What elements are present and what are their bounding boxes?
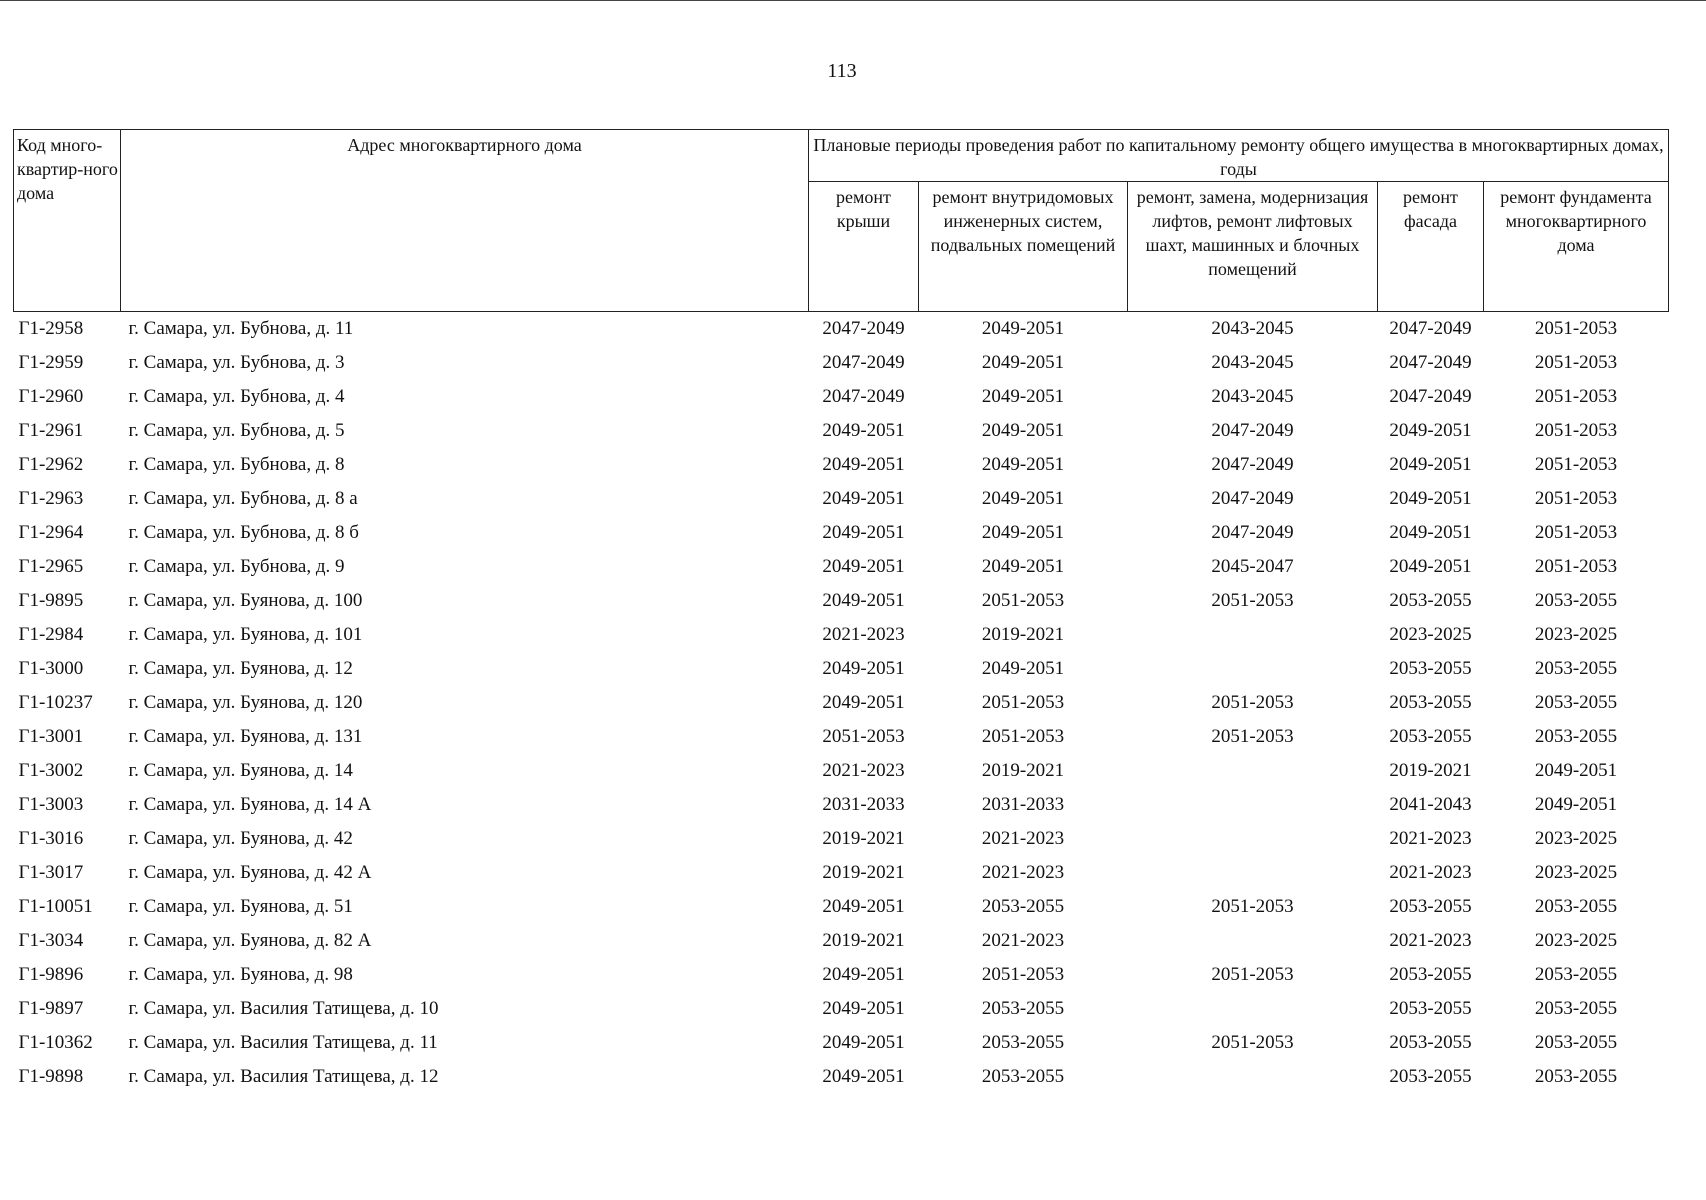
cell-engineering: 2021-2023: [981, 862, 1065, 883]
cell-roof: 2049-2051: [822, 454, 905, 475]
cell-foundation: 2053-2055: [1534, 692, 1618, 713]
cell-elevators: 2051-2053: [1211, 692, 1294, 713]
cell-facade: 2053-2055: [1389, 692, 1472, 713]
header-planned-periods: Плановые периоды проведения работ по капитальному ремонту общего имущества в многоквартирных домах, годы: [809, 130, 1669, 182]
cell-elevators: 2047-2049: [1211, 488, 1294, 509]
cell-foundation: 2051-2053: [1534, 420, 1618, 441]
cell-foundation: 2051-2053: [1534, 318, 1618, 339]
cell-foundation: 2051-2053: [1534, 454, 1618, 475]
cell-roof: 2049-2051: [822, 998, 905, 1019]
cell-address: г. Самара, ул. Буянова, д. 14 А: [128, 794, 372, 815]
cell-engineering: 2049-2051: [981, 386, 1065, 407]
cell-facade: 2019-2021: [1389, 760, 1472, 781]
cell-elevators: 2047-2049: [1211, 454, 1294, 475]
cell-engineering: 2051-2053: [981, 964, 1065, 985]
cell-roof: 2047-2049: [822, 352, 905, 373]
cell-roof: 2049-2051: [822, 556, 905, 577]
cell-engineering: 2049-2051: [981, 522, 1065, 543]
cell-facade: 2021-2023: [1389, 930, 1472, 951]
cell-foundation: 2053-2055: [1534, 658, 1618, 679]
cell-address: г. Самара, ул. Бубнова, д. 9: [128, 556, 345, 577]
cell-engineering: 2053-2055: [981, 1032, 1065, 1053]
table-row: [14, 754, 1669, 788]
cell-facade: 2053-2055: [1389, 998, 1472, 1019]
cell-code: Г1-9895: [18, 590, 84, 611]
cell-engineering: 2051-2053: [981, 692, 1065, 713]
cell-facade: 2053-2055: [1389, 1032, 1472, 1053]
cell-engineering: 2049-2051: [981, 454, 1065, 475]
cell-address: г. Самара, ул. Буянова, д. 12: [128, 658, 353, 679]
cell-engineering: 2051-2053: [981, 726, 1065, 747]
cell-address: г. Самара, ул. Бубнова, д. 8 б: [128, 522, 359, 543]
cell-code: Г1-10362: [18, 1032, 93, 1053]
cell-facade: 2047-2049: [1389, 352, 1472, 373]
cell-roof: 2049-2051: [822, 420, 905, 441]
cell-elevators: 2043-2045: [1211, 386, 1294, 407]
cell-facade: 2021-2023: [1389, 862, 1472, 883]
table-row: [14, 584, 1669, 618]
cell-engineering: 2051-2053: [981, 590, 1065, 611]
cell-elevators: [1128, 992, 1378, 1026]
cell-engineering: 2021-2023: [981, 828, 1065, 849]
cell-address: г. Самара, ул. Василия Татищева, д. 11: [128, 1032, 438, 1053]
table-row: [14, 1026, 1669, 1060]
cell-engineering: 2021-2023: [981, 930, 1065, 951]
cell-foundation: 2051-2053: [1534, 522, 1618, 543]
cell-roof: 2049-2051: [822, 1032, 905, 1053]
header-roof: ремонт крыши: [809, 182, 919, 312]
cell-address: г. Самара, ул. Буянова, д. 42: [128, 828, 353, 849]
table-row: [14, 958, 1669, 992]
cell-roof: 2049-2051: [822, 896, 905, 917]
cell-address: г. Самара, ул. Буянова, д. 120: [128, 692, 363, 713]
cell-address: г. Самара, ул. Буянова, д. 98: [128, 964, 353, 985]
cell-code: Г1-9897: [18, 998, 84, 1019]
cell-foundation: 2053-2055: [1534, 998, 1618, 1019]
cell-elevators: 2047-2049: [1211, 420, 1294, 441]
table-row: [14, 448, 1669, 482]
cell-roof: 2019-2021: [822, 828, 905, 849]
table-row: [14, 312, 1669, 347]
cell-foundation: 2023-2025: [1534, 862, 1618, 883]
cell-address: г. Самара, ул. Бубнова, д. 8: [128, 454, 345, 475]
header-code: Код много-квартир-ного дома: [14, 130, 121, 312]
cell-elevators: [1128, 856, 1378, 890]
table-header: [14, 130, 1669, 312]
table-row: [14, 414, 1669, 448]
table-row: [14, 618, 1669, 652]
cell-engineering: 2019-2021: [981, 624, 1065, 645]
cell-code: Г1-3034: [18, 930, 84, 951]
cell-foundation: 2049-2051: [1534, 760, 1618, 781]
cell-elevators: 2051-2053: [1211, 1032, 1294, 1053]
table-row: [14, 1060, 1669, 1094]
cell-foundation: 2051-2053: [1534, 488, 1618, 509]
table-row: [14, 482, 1669, 516]
cell-elevators: [1128, 1060, 1378, 1094]
cell-facade: 2053-2055: [1389, 964, 1472, 985]
table-row: [14, 346, 1669, 380]
cell-roof: 2049-2051: [822, 692, 905, 713]
table-row: [14, 516, 1669, 550]
cell-roof: 2019-2021: [822, 930, 905, 951]
table-body: [14, 312, 1669, 1095]
cell-elevators: 2051-2053: [1211, 726, 1294, 747]
cell-facade: 2053-2055: [1389, 590, 1472, 611]
table-row: [14, 890, 1669, 924]
cell-facade: 2047-2049: [1389, 386, 1472, 407]
cell-engineering: 2049-2051: [981, 488, 1065, 509]
cell-facade: 2053-2055: [1389, 1066, 1472, 1087]
cell-code: Г1-2963: [18, 488, 84, 509]
cell-code: Г1-9896: [18, 964, 84, 985]
cell-address: г. Самара, ул. Бубнова, д. 3: [128, 352, 345, 373]
cell-engineering: 2049-2051: [981, 352, 1065, 373]
cell-facade: 2053-2055: [1389, 726, 1472, 747]
cell-foundation: 2053-2055: [1534, 1066, 1618, 1087]
cell-address: г. Самара, ул. Буянова, д. 14: [128, 760, 353, 781]
cell-address: г. Самара, ул. Бубнова, д. 11: [128, 318, 354, 339]
cell-code: Г1-3001: [18, 726, 84, 747]
header-foundation: ремонт фундамента многоквартирного дома: [1484, 182, 1669, 312]
cell-roof: 2049-2051: [822, 488, 905, 509]
cell-code: Г1-2964: [18, 522, 84, 543]
cell-address: г. Самара, ул. Буянова, д. 82 А: [128, 930, 372, 951]
page-number: 113: [827, 60, 857, 82]
cell-code: Г1-2962: [18, 454, 84, 475]
cell-roof: 2047-2049: [822, 318, 905, 339]
cell-address: г. Самара, ул. Бубнова, д. 5: [128, 420, 345, 441]
cell-facade: 2047-2049: [1389, 318, 1472, 339]
table-row: [14, 652, 1669, 686]
table-row: [14, 822, 1669, 856]
cell-elevators: [1128, 652, 1378, 686]
cell-code: Г1-10237: [18, 692, 93, 713]
cell-engineering: 2049-2051: [981, 556, 1065, 577]
cell-foundation: 2053-2055: [1534, 1032, 1618, 1053]
cell-code: Г1-2965: [18, 556, 84, 577]
cell-elevators: 2043-2045: [1211, 318, 1294, 339]
cell-foundation: 2049-2051: [1534, 794, 1618, 815]
cell-elevators: [1128, 618, 1378, 652]
cell-elevators: [1128, 754, 1378, 788]
table-row: [14, 380, 1669, 414]
cell-facade: 2021-2023: [1389, 828, 1472, 849]
cell-facade: 2053-2055: [1389, 896, 1472, 917]
cell-elevators: 2047-2049: [1211, 522, 1294, 543]
cell-code: Г1-2960: [18, 386, 84, 407]
cell-address: г. Самара, ул. Буянова, д. 100: [128, 590, 363, 611]
cell-engineering: 2031-2033: [981, 794, 1065, 815]
cell-code: Г1-2959: [18, 352, 84, 373]
cell-facade: 2049-2051: [1389, 420, 1472, 441]
cell-engineering: 2049-2051: [981, 420, 1065, 441]
cell-foundation: 2051-2053: [1534, 352, 1618, 373]
header-facade: ремонт фасада: [1378, 182, 1484, 312]
cell-elevators: [1128, 822, 1378, 856]
cell-facade: 2023-2025: [1389, 624, 1472, 645]
cell-foundation: 2051-2053: [1534, 386, 1618, 407]
cell-code: Г1-3000: [18, 658, 84, 679]
top-rule: [0, 0, 1706, 1]
cell-roof: 2051-2053: [822, 726, 905, 747]
cell-engineering: 2053-2055: [981, 896, 1065, 917]
header-engineering: ремонт внутридомовых инженерных систем, подвальных помещений: [919, 182, 1128, 312]
cell-address: г. Самара, ул. Бубнова, д. 8 а: [128, 488, 358, 509]
cell-address: г. Самара, ул. Буянова, д. 51: [128, 896, 353, 917]
cell-facade: 2049-2051: [1389, 556, 1472, 577]
cell-code: Г1-3002: [18, 760, 84, 781]
cell-code: Г1-2984: [18, 624, 84, 645]
cell-roof: 2047-2049: [822, 386, 905, 407]
cell-code: Г1-3017: [18, 862, 84, 883]
cell-elevators: 2043-2045: [1211, 352, 1294, 373]
cell-elevators: 2045-2047: [1211, 556, 1294, 577]
cell-roof: 2021-2023: [822, 624, 905, 645]
cell-roof: 2021-2023: [822, 760, 905, 781]
cell-elevators: 2051-2053: [1211, 590, 1294, 611]
cell-facade: 2049-2051: [1389, 454, 1472, 475]
cell-address: г. Самара, ул. Бубнова, д. 4: [128, 386, 345, 407]
table-row: [14, 992, 1669, 1026]
cell-roof: 2049-2051: [822, 1066, 905, 1087]
table-row: [14, 856, 1669, 890]
cell-foundation: 2053-2055: [1534, 964, 1618, 985]
cell-roof: 2049-2051: [822, 590, 905, 611]
table-row: [14, 550, 1669, 584]
capital-repair-schedule-table: [13, 129, 1669, 1094]
cell-code: Г1-3003: [18, 794, 84, 815]
header-elevators: ремонт, замена, модернизация лифтов, ремонт лифтовых шахт, машинных и блочных помещений: [1128, 182, 1378, 312]
cell-address: г. Самара, ул. Буянова, д. 42 А: [128, 862, 372, 883]
cell-foundation: 2053-2055: [1534, 896, 1618, 917]
cell-foundation: 2051-2053: [1534, 556, 1618, 577]
cell-engineering: 2049-2051: [981, 658, 1065, 679]
cell-elevators: 2051-2053: [1211, 896, 1294, 917]
cell-code: Г1-2958: [18, 318, 84, 339]
cell-facade: 2053-2055: [1389, 658, 1472, 679]
cell-code: Г1-9898: [18, 1066, 84, 1087]
cell-foundation: 2053-2055: [1534, 590, 1618, 611]
cell-foundation: 2023-2025: [1534, 624, 1618, 645]
cell-elevators: 2051-2053: [1211, 964, 1294, 985]
cell-address: г. Самара, ул. Буянова, д. 131: [128, 726, 363, 747]
cell-roof: 2049-2051: [822, 658, 905, 679]
cell-foundation: 2053-2055: [1534, 726, 1618, 747]
cell-engineering: 2019-2021: [981, 760, 1065, 781]
table-row: [14, 720, 1669, 754]
cell-code: Г1-2961: [18, 420, 84, 441]
header-row: [14, 130, 1669, 182]
table-row: [14, 788, 1669, 822]
cell-roof: 2031-2033: [822, 794, 905, 815]
cell-roof: 2019-2021: [822, 862, 905, 883]
cell-engineering: 2049-2051: [981, 318, 1065, 339]
cell-elevators: [1128, 924, 1378, 958]
cell-engineering: 2053-2055: [981, 1066, 1065, 1087]
cell-code: Г1-3016: [18, 828, 84, 849]
header-address: Адрес многоквартирного дома: [121, 130, 809, 312]
cell-code: Г1-10051: [18, 896, 93, 917]
cell-facade: 2041-2043: [1389, 794, 1472, 815]
table-row: [14, 924, 1669, 958]
cell-elevators: [1128, 788, 1378, 822]
cell-address: г. Самара, ул. Василия Татищева, д. 12: [128, 1066, 439, 1087]
cell-facade: 2049-2051: [1389, 522, 1472, 543]
cell-address: г. Самара, ул. Василия Татищева, д. 10: [128, 998, 439, 1019]
cell-roof: 2049-2051: [822, 522, 905, 543]
cell-engineering: 2053-2055: [981, 998, 1065, 1019]
cell-roof: 2049-2051: [822, 964, 905, 985]
cell-facade: 2049-2051: [1389, 488, 1472, 509]
cell-foundation: 2023-2025: [1534, 930, 1618, 951]
table-row: [14, 686, 1669, 720]
cell-foundation: 2023-2025: [1534, 828, 1618, 849]
cell-address: г. Самара, ул. Буянова, д. 101: [128, 624, 363, 645]
